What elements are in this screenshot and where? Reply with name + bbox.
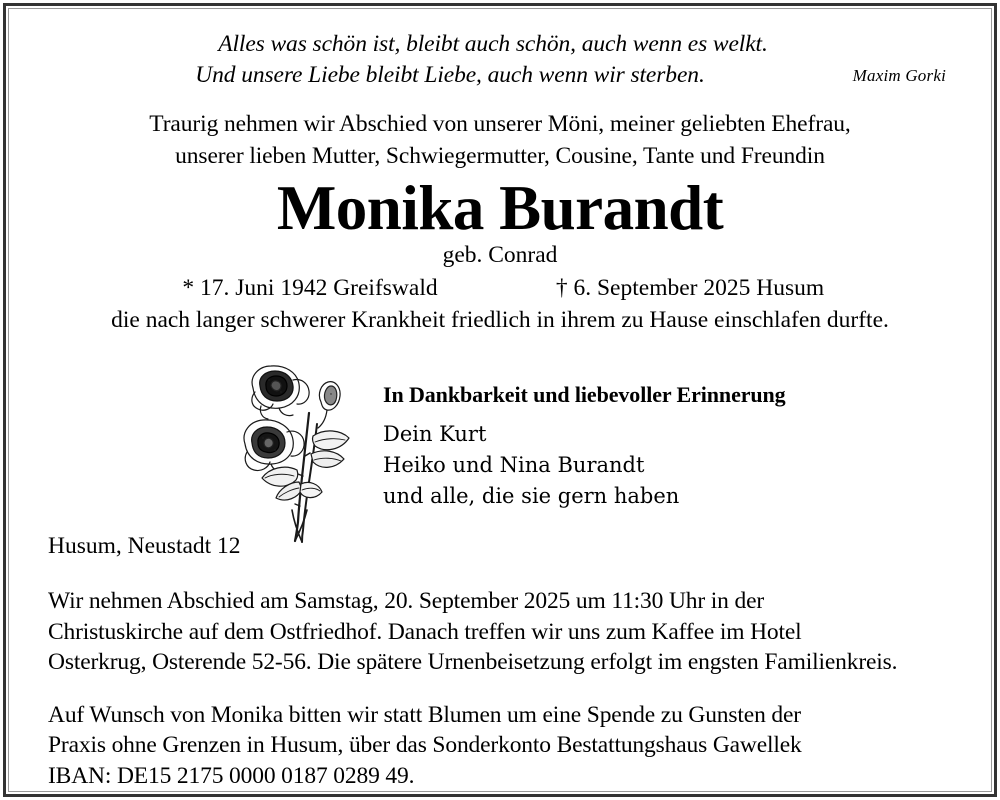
donation-line-1: Auf Wunsch von Monika bitten wir statt Blumen um eine Spende zu Gunsten der bbox=[48, 701, 801, 728]
deceased-maiden-name: geb. Conrad bbox=[442, 242, 558, 268]
epigraph-line-1: Alles was schön ist, bleibt auch schön, auch wenn es welkt. bbox=[218, 31, 768, 57]
epigraph-author: Maxim Gorki bbox=[852, 66, 946, 85]
mourner-item: Heiko und Nina Burandt bbox=[383, 453, 645, 477]
mourner-list bbox=[383, 419, 786, 512]
tribute-section bbox=[48, 358, 952, 533]
epigraph-block bbox=[48, 29, 952, 91]
donation-paragraph bbox=[48, 700, 952, 792]
family-address: Husum, Neustadt 12 bbox=[48, 533, 241, 559]
ceremony-line-2: Christuskirche auf dem Ostfriedhof. Danach treffen wir uns zum Kaffee im Hotel bbox=[48, 618, 802, 645]
announcement-intro bbox=[48, 108, 952, 172]
ceremony-paragraph bbox=[48, 586, 952, 678]
ceremony-line-1: Wir nehmen Abschied am Samstag, 20. September 2025 um 11:30 Uhr in der bbox=[48, 588, 765, 614]
mourner-item: Dein Kurt bbox=[383, 422, 487, 446]
epigraph-line-2: Und unsere Liebe bleibt Liebe, auch wenn wir sterben. bbox=[195, 62, 705, 88]
death-date: † 6. September 2025 Husum bbox=[555, 275, 825, 301]
donation-iban: IBAN: DE15 2175 0000 0187 0289 49. bbox=[48, 762, 415, 789]
notice-content bbox=[12, 12, 988, 788]
announcement-intro-line-2: unserer lieben Mutter, Schwiegermutter, Cousine, Tante und Freundin bbox=[175, 143, 825, 169]
birth-date: * 17. Juni 1942 Greifswald bbox=[182, 275, 438, 301]
dedication-heading: In Dankbarkeit und liebevoller Erinnerung bbox=[383, 382, 786, 407]
deceased-name: Monika Burandt bbox=[276, 173, 724, 243]
life-dates-row bbox=[48, 272, 952, 304]
donation-line-2: Praxis ohne Grenzen in Husum, über das Sonderkonto Bestattungshaus Gawellek bbox=[48, 732, 802, 758]
ceremony-line-3: Osterkrug, Osterende 52-56. Die spätere Urnenbeisetzung erfolgt im engsten Familienkreis. bbox=[48, 649, 898, 675]
passing-note: die nach langer schwerer Krankheit friedlich in ihrem zu Hause einschlafen durfte. bbox=[111, 307, 889, 333]
announcement-intro-line-1: Traurig nehmen wir Abschied von unserer Möni, meiner geliebten Ehefrau, bbox=[149, 111, 851, 137]
dedication-block bbox=[383, 380, 786, 512]
mourner-item: und alle, die sie gern haben bbox=[383, 484, 680, 508]
rose-bouquet-icon bbox=[235, 358, 365, 543]
